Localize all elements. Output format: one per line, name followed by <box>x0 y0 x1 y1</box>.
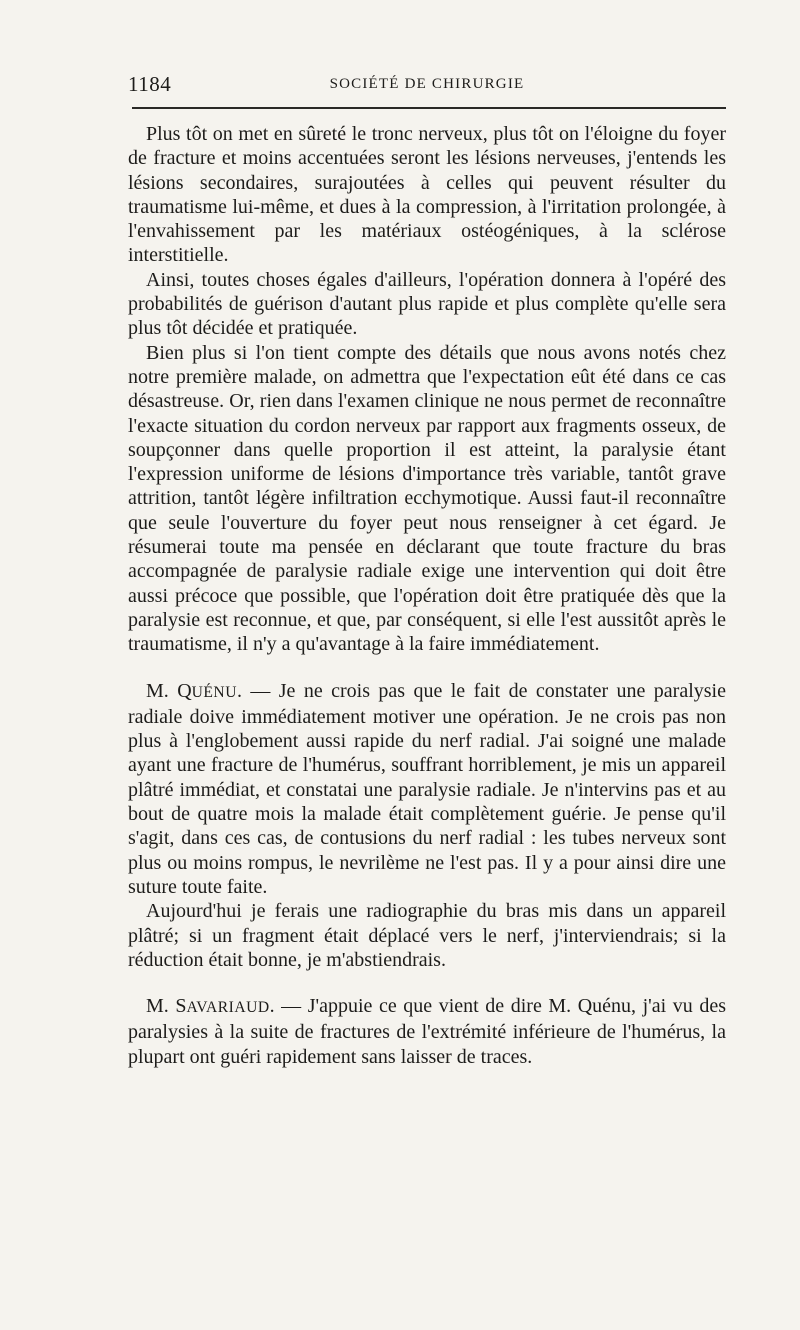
speaker-text: . — Je ne crois pas que le fait de constater une paralysie radiale doive immédiatement motiver une opération. Je ne crois pas non plus à l'englobement aussi rapide du nerf radial. J'ai soigné une malade ayant une fracture de l'humérus, souffrant horriblement, je mis un appareil plâtré immédiat, et constatai une paralysie radiale. Je n'intervins pas et au bout de quatre mois la malade était complètement guérie. Je pense qu'il s'agit, dans ces cas, de contusions du nerf radial : les tubes nerveux sont plus ou moins rompus, le nevrilème ne l'est pas. Il y a pour ainsi dire une suture toute faite. <box>128 679 726 898</box>
paragraph-savariaud <box>128 994 726 1069</box>
paragraph-2: Ainsi, toutes choses égales d'ailleurs, l'opération donnera à l'opéré des probabilités de guérison d'autant plus rapide et plus complète qu'elle sera plus tôt décidée et pratiquée. <box>128 268 726 340</box>
running-head: SOCIÉTÉ DE CHIRURGIE <box>329 76 525 92</box>
paragraph-1: Plus tôt on met en sûreté le tronc nerveux, plus tôt on l'éloigne du foyer de fracture et moins accentuées seront les lésions nerveuses, j'entends les lésions secondaires, surajoutées à celles qui peuvent résulter du traumatisme lui-même, et dues à la compression, à l'irritation prolongée, à l'envahissement par les matériaux ostéogéniques, à la sclérose interstitielle. <box>128 123 726 267</box>
page-number: 1184 <box>128 72 172 96</box>
speaker-name-smallcaps: UÉNU <box>191 683 237 701</box>
paragraph-quenu <box>128 679 726 900</box>
paragraph-3: Bien plus si l'on tient compte des détails que nous avons notés chez notre première malade, on admettra que l'expectation eût été dans ce cas désastreuse. Or, rien dans l'examen clinique ne nous permet de reconnaître l'exacte situation du cordon nerveux par rapport aux fragments osseux, de soupçonner dans quelle proportion il est atteint, la paralysie étant l'expression uniforme de lésions d'importance très variable, tantôt grave attrition, tantôt légère infiltration ecchymotique. Aussi faut-il reconnaître que seule l'ouverture du foyer peut nous renseigner à cet égard. Je résumerai toute ma pensée en déclarant que toute fracture du bras accompagnée de paralysie radiale exige une intervention qui doit être aussi précoce que possible, que l'opération doit être pratiquée dès que la paralysie est reconnue, et que, par conséquent, si elle l'est aussitôt après le traumatisme, il n'y a qu'avantage à la faire immédiatement. <box>128 341 726 656</box>
paragraph-5: Aujourd'hui je ferais une radiographie du bras mis dans un appareil plâtré; si un fragment était déplacé vers le nerf, j'interviendrais; si la réduction était bonne, je m'abstiendrais. <box>128 900 726 971</box>
speaker-name-smallcaps: AVARIAUD <box>186 999 270 1017</box>
header-rule <box>132 107 726 109</box>
body-text <box>128 122 726 1069</box>
speaker-name-prefix: M. Q <box>146 679 192 702</box>
page-header <box>128 72 726 102</box>
speaker-text: . — J'appuie ce que vient de dire M. Quénu, j'ai vu des paralysies à la suite de fractures de l'extrémité inférieure de l'humérus, la plupart ont guéri rapidement sans laisser de traces. <box>128 995 726 1068</box>
speaker-name-prefix: M. S <box>146 995 187 1018</box>
